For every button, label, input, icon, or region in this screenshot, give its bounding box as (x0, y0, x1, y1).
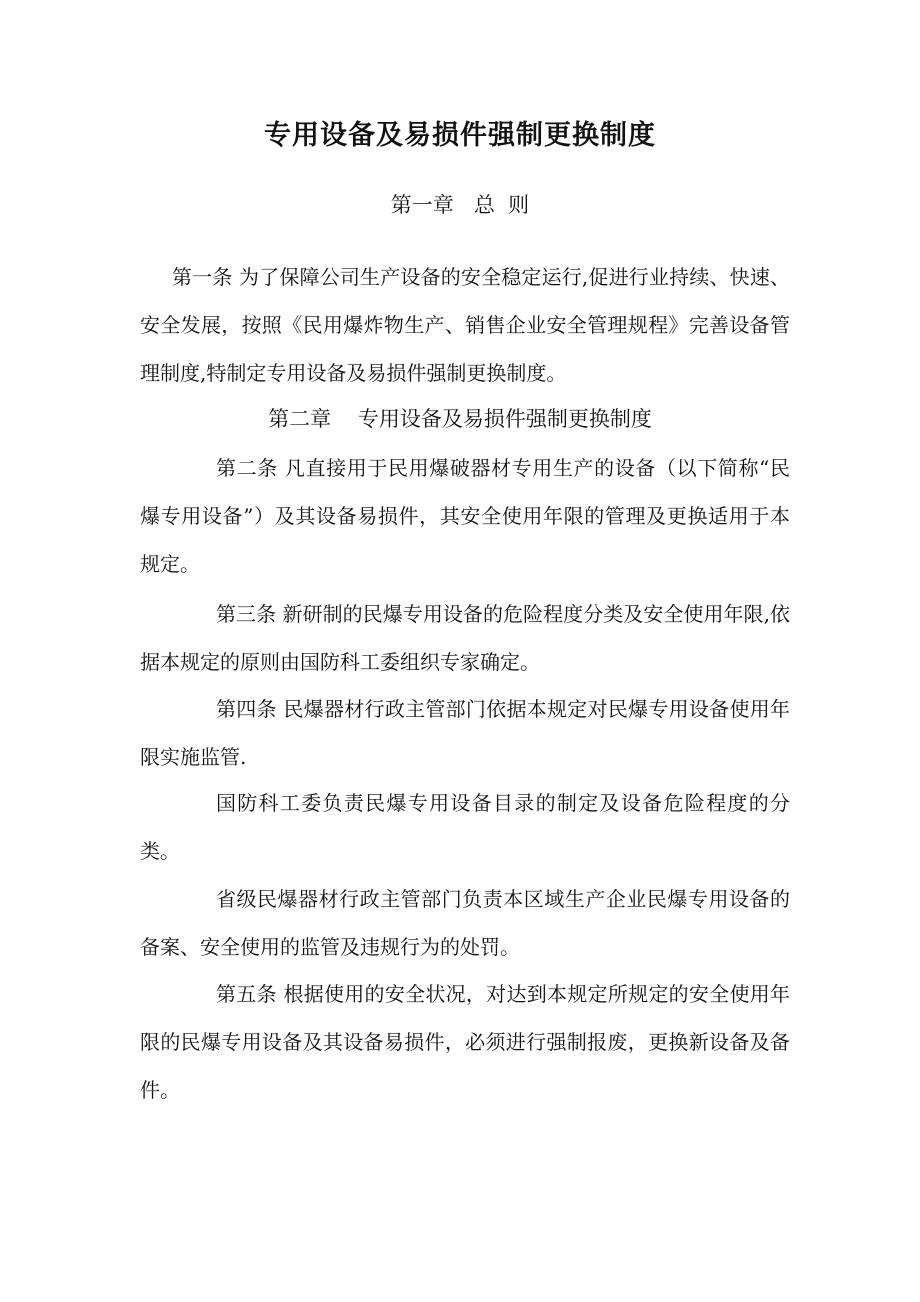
article-3: 第三条 新研制的民爆专用设备的危险程度分类及安全使用年限,依据本规定的原则由国防科工委组织专家确定。 (140, 602, 790, 674)
article-4: 第四条 民爆器材行政主管部门依据本规定对民爆专用设备使用年限实施监管. (140, 697, 790, 769)
chapter-1-heading: 第一章 总 则 (390, 193, 530, 217)
article-4-paragraph-2: 省级民爆器材行政主管部门负责本区域生产企业民爆专用设备的备案、安全使用的监管及违规行为的处罚。 (140, 887, 790, 959)
article-5: 第五条 根据使用的安全状况，对达到本规定所规定的安全使用年限的民爆专用设备及其设备易损件，必须进行强制报废，更换新设备及备件。 (140, 982, 790, 1102)
chapter-2-heading: 第二章 专用设备及易损件强制更换制度 (268, 407, 652, 431)
article-2: 第二条 凡直接用于民用爆破器材专用生产的设备（以下简称“民爆专用设备”）及其设备易损件，其安全使用年限的管理及更换适用于本规定。 (140, 456, 790, 576)
article-1: 第一条 为了保障公司生产设备的安全稳定运行,促进行业持续、快速、安全发展，按照《民用爆炸物生产、销售企业安全管理规程》完善设备管理制度,特制定专用设备及易损件强制更换制度。 (140, 265, 790, 385)
document-title: 专用设备及易损件强制更换制度 (264, 120, 656, 151)
article-4-paragraph-1: 国防科工委负责民爆专用设备目录的制定及设备危险程度的分类。 (140, 791, 790, 863)
